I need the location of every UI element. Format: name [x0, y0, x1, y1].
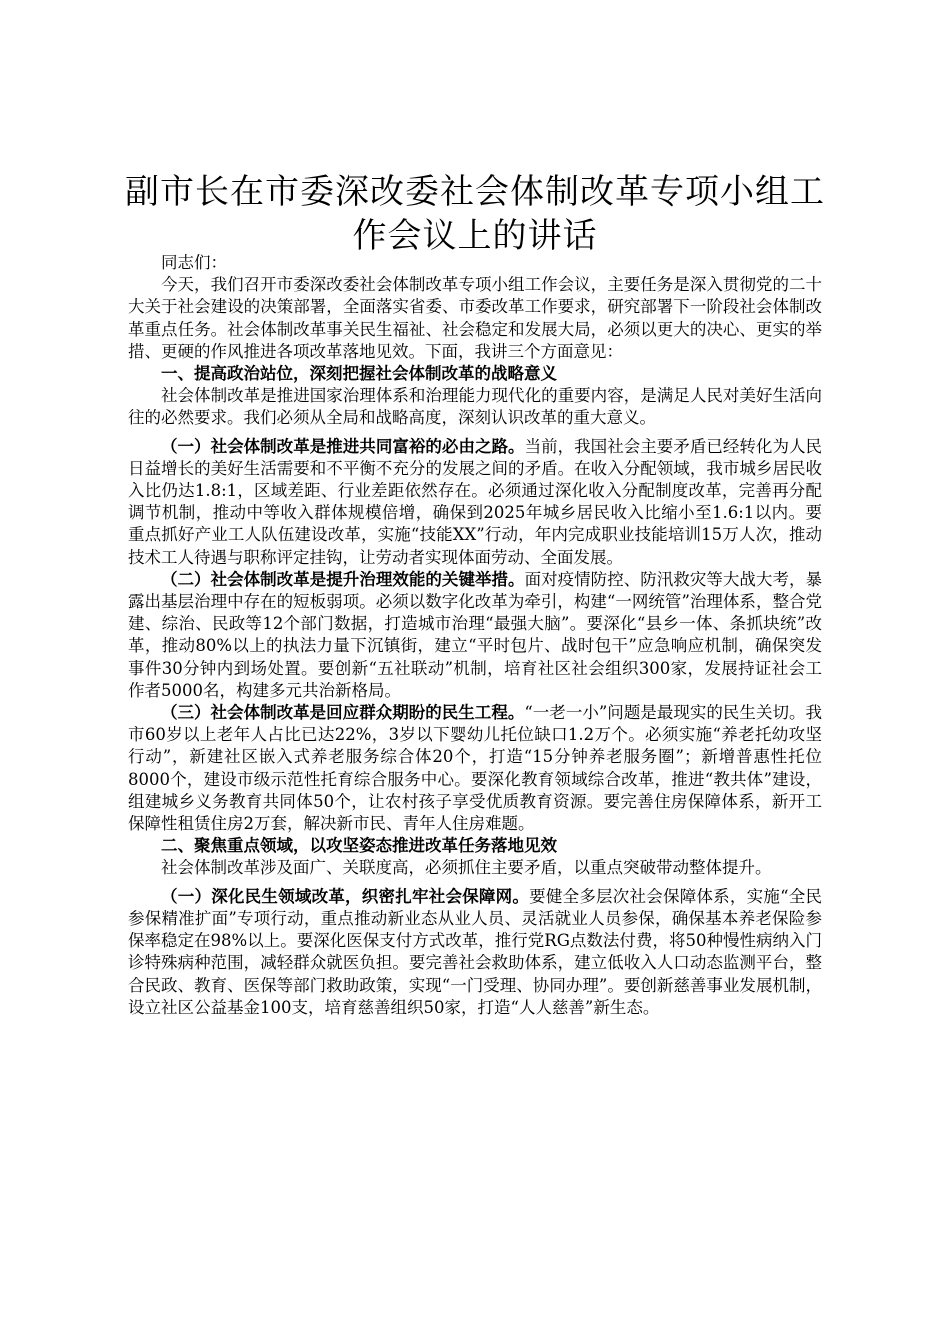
section-2-paragraph-1	[128, 886, 822, 1019]
intro-paragraph: 今天，我们召开市委深改委社会体制改革专项小组工作会议，主要任务是深入贯彻党的二十大关于社会建设的决策部署，全面落实省委、市委改革工作要求，研究部署下一阶段社会体制改革重点任务。社会体制改革事关民生福祉、社会稳定和发展大局，必须以更大的决心、更实的举措、更硬的作风推进各项改革落地见效。下面，我讲三个方面意见：	[128, 275, 822, 361]
section-1-heading: 一、提高政治站位，深刻把握社会体制改革的战略意义	[161, 364, 557, 384]
section-1-lead: 社会体制改革是推进国家治理体系和治理能力现代化的重要内容，是满足人民对美好生活向往的必然要求。我们必须从全局和战略高度，深刻认识改革的重大意义。	[128, 386, 822, 428]
section-2-lead: 社会体制改革涉及面广、关联度高，必须抓住主要矛盾，以重点突破带动整体提升。	[161, 858, 772, 878]
document-body	[128, 252, 822, 1019]
section-1-paragraph-2-text: 面对疫情防控、防汛救灾等大战大考，暴露出基层治理中存在的短板弱项。必须以数字化改革为牵引，构建“一网统管”治理体系，整合党建、综治、民政等12个部门数据，打造城市治理“最强大脑”。要深化“县乡一体、条抓块统”改革，推动80%以上的执法力量下沉镇街，建立“平时包片、战时包干”应急响应机制，确保突发事件30分钟内到场处置。要创新“五社联动”机制，培育社区社会组织300家，发展持证社会工作者5000名，构建多元共治新格局。	[128, 569, 823, 700]
section-2-heading: 二、聚焦重点领域，以攻坚姿态推进改革任务落地见效	[161, 836, 557, 856]
section-1-paragraph-3-title: （三）社会体制改革是回应群众期盼的民生工程。	[161, 703, 525, 723]
section-2-paragraph-1-title: （一）深化民生领域改革，织密扎牢社会保障网。	[161, 886, 530, 906]
section-1-paragraph-2	[128, 569, 822, 702]
section-1-paragraph-1-text: 当前，我国社会主要矛盾已经转化为人民日益增长的美好生活需要和不平衡不充分的发展之间的矛盾。在收入分配领域，我市城乡居民收入比仍达1.8:1，区域差距、行业差距依然存在。必须通过深化收入分配制度改革，完善再分配调节机制，推动中等收入群体规模倍增，确保到2025年城乡居民收入比缩小至1.6:1以内。要重点抓好产业工人队伍建设改革，实施“技能XX”行动，年内完成职业技能培训15万人次，推动技术工人待遇与职称评定挂钩，让劳动者实现体面劳动、全面发展。	[128, 436, 823, 567]
section-1-paragraph-1-title: （一）社会体制改革是推进共同富裕的必由之路。	[161, 436, 525, 456]
section-2-paragraph-1-text: 要健全多层次社会保障体系，实施“全民参保精准扩面”专项行动，重点推动新业态从业人员、灵活就业人员参保，确保基本养老保险参保率稳定在98%以上。要深化医保支付方式改革，推行党RG点数法付费，将50种慢性病纳入门诊特殊病种范围，减轻群众就医负担。要完善社会救助体系，建立低收入人口动态监测平台，整合民政、教育、医保等部门救助政策，实现“一门受理、协同办理”。要创新慈善事业发展机制，设立社区公益基金100支，培育慈善组织50家，打造“人人慈善”新生态。	[128, 886, 823, 1017]
section-1-paragraph-2-title: （二）社会体制改革是提升治理效能的关键举措。	[161, 569, 525, 589]
salutation: 同志们：	[161, 253, 227, 272]
document-title: 副市长在市委深改委社会体制改革专项小组工作会议上的讲话	[125, 172, 825, 256]
section-1-paragraph-3	[128, 702, 822, 835]
section-1-paragraph-1	[128, 436, 822, 569]
section-1-paragraph-3-text: “一老一小”问题是最现实的民生关切。我市60岁以上老年人占比已达22%，3岁以下婴幼儿托位缺口1.2万个。必须实施“养老托幼攻坚行动”，新建社区嵌入式养老服务综合体20个，打造“15分钟养老服务圈”；新增普惠性托位8000个，建设市级示范性托育综合服务中心。要深化教育领域综合改革，推进“教共体”建设，组建城乡义务教育共同体50个，让农村孩子享受优质教育资源。要完善住房保障体系，新开工保障性租赁住房2万套，解决新市民、青年人住房难题。	[128, 703, 822, 834]
